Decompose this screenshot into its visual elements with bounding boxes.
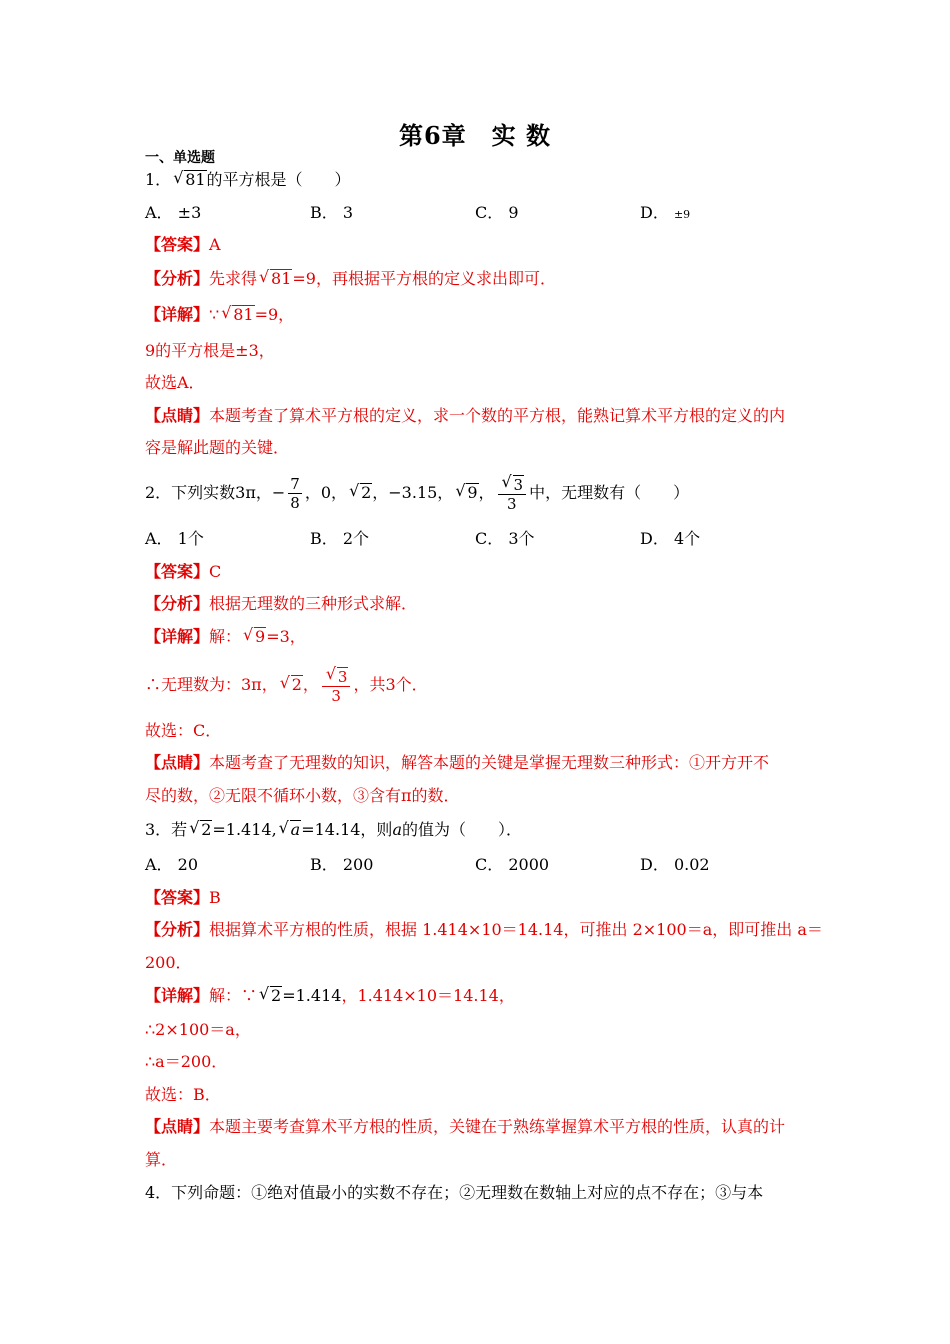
q2-detail-line2: ∴无理数为：3π，√ 2， √ $\frac{3}{3}$ ，共3个． — [145, 666, 428, 705]
q2-detail-line3: 故选：C． — [145, 721, 222, 740]
q2-detail: 【详解】解：√ 9=3， — [145, 626, 306, 648]
q2-fraction: $\frac{7}{8}$ — [290, 475, 300, 512]
q3-option-d[interactable]: D． 0.02 — [640, 855, 710, 874]
q3-analysis: 【分析】根据算术平方根的性质，根据 1.414×10＝14.14，可推出 2×100＝a，即可推出 a＝ — [145, 920, 823, 939]
section-heading: 一、单选题 — [145, 150, 215, 166]
q1-comment-line2: 容是解此题的关键． — [145, 438, 290, 457]
q1-stem-text: 的平方根是（ ） — [206, 170, 351, 189]
q1-detail-line2: 9的平方根是±3， — [145, 341, 275, 360]
q3-comment-line2: 算． — [145, 1150, 178, 1169]
q3-analysis-line2: 200． — [145, 953, 192, 972]
q4-stem: 4．下列命题：①绝对值最小的实数不存在；②无理数在数轴上对应的点不存在；③与本 — [145, 1183, 764, 1202]
q1-answer: 【答案】A — [145, 235, 221, 254]
q1-option-c[interactable]: C． 9 — [475, 203, 519, 222]
q3-detail-line3: ∴a＝200． — [145, 1052, 228, 1071]
q1-option-a[interactable]: A． ±3 — [145, 203, 202, 222]
page-title: 第6章 实 数 — [398, 121, 552, 150]
q3-comment: 【点睛】本题主要考查算术平方根的性质，关键在于熟练掌握算术平方根的性质，认真的计 — [145, 1117, 786, 1136]
q2-analysis: 【分析】根据无理数的三种形式求解． — [145, 594, 418, 613]
q3-detail-line4: 故选：B． — [145, 1085, 221, 1104]
q1-sqrt: √ 81 — [173, 169, 206, 191]
q1-comment: 【点睛】本题考查了算术平方根的定义，求一个数的平方根，能熟记算术平方根的定义的内 — [145, 406, 786, 425]
q2-option-a[interactable]: A． 1个 — [145, 529, 204, 548]
q1-number: 1． — [145, 170, 172, 189]
q3-option-c[interactable]: C． 2000 — [475, 855, 550, 874]
q3-option-a[interactable]: A． 20 — [145, 855, 199, 874]
q1-stem — [145, 169, 351, 191]
q2-stem: 2．下列实数3π，− $\frac{7}{8}$ ，0，√ 2，−3.15，√ 9， √ $\frac{3}{3}$ 中，无理数有（ ） — [145, 474, 689, 513]
q3-option-b[interactable]: B． 200 — [310, 855, 374, 874]
q2-option-d[interactable]: D． 4个 — [640, 529, 701, 548]
q3-stem: 3．若√ 2=1.414,√ a=14.14，则a的值为（ ）． — [145, 819, 522, 841]
q1-detail-line3: 故选A． — [145, 373, 205, 392]
q2-answer: 【答案】C — [145, 562, 222, 581]
q3-detail: 【详解】解：∵√ 2=1.414，1.414×10＝14.14， — [145, 985, 515, 1007]
q3-answer: 【答案】B — [145, 888, 221, 907]
q1-analysis: 【分析】先求得√ 81=9，再根据平方根的定义求出即可． — [145, 268, 556, 290]
q2-option-b[interactable]: B． 2个 — [310, 529, 370, 548]
q2-comment-line2: 尽的数，②无限不循环小数，③含有π的数． — [145, 786, 460, 805]
q2-comment: 【点睛】本题考查了无理数的知识，解答本题的关键是掌握无理数三种形式：①开方开不 — [145, 753, 770, 772]
q3-detail-line2: ∴2×100＝a， — [145, 1020, 251, 1039]
q2-option-c[interactable]: C． 3个 — [475, 529, 535, 548]
q1-option-b[interactable]: B． 3 — [310, 203, 354, 222]
q1-option-d[interactable]: D． ±9 — [640, 203, 691, 222]
q1-detail: 【详解】∵√ 81=9， — [145, 304, 294, 326]
